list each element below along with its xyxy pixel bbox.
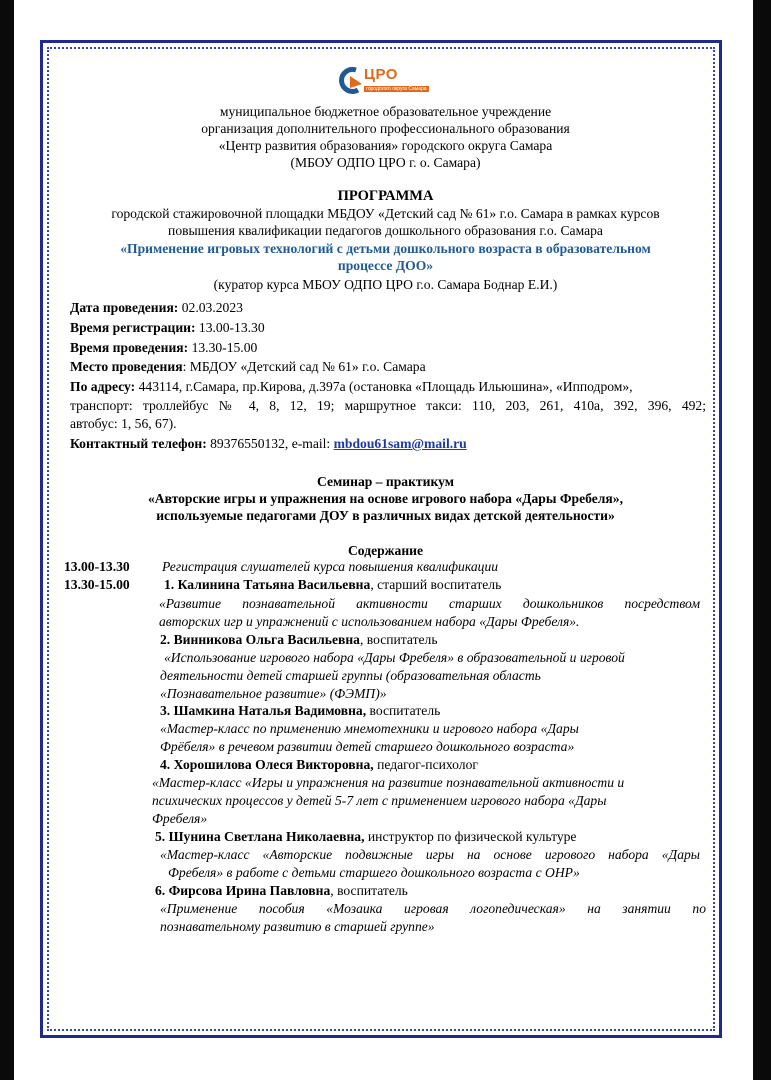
- topic-line: познавательному развитию в старшей группе»: [160, 919, 435, 934]
- program-title: ПРОГРАММА: [337, 188, 434, 204]
- topic-line: «Развитие познавательной активности старших дошкольников посредством: [159, 596, 700, 611]
- seminar-line: используемые педагогами ДОУ в различных видах детской деятельности»: [156, 508, 615, 523]
- time-slot: 13.30-15.00: [64, 577, 130, 592]
- topic-line: «Применение пособия «Мозаика игровая логопедическая» на занятии по: [160, 901, 706, 916]
- topic-line: Фребеля» в работе с детьми старшего дошкольного возраста с ОНР»: [168, 865, 580, 880]
- email-link[interactable]: mbdou61sam@mail.ru: [333, 436, 467, 451]
- speaker-2: 2. Винникова Ольга Васильевна, воспитатель: [160, 632, 438, 647]
- address-bus: автобус: 1, 56, 67).: [70, 416, 177, 431]
- speaker-1: 1. Калинина Татьяна Васильевна, старший воспитатель: [164, 577, 502, 592]
- topic-line: «Мастер-класс «Игры и упражнения на развитие познавательной активности и: [152, 775, 625, 790]
- program-line: повышения квалификации педагогов дошкольного образования г.о. Самара: [168, 223, 603, 238]
- topic-line: деятельности детей старшей группы (образовательная область: [160, 668, 541, 683]
- seminar-line: «Авторские игры и упражнения на основе игрового набора «Дары Фребеля»,: [148, 491, 623, 506]
- contact-row: Контактный телефон: 89376550132, e-mail: mbdou61sam@mail.ru: [70, 436, 467, 451]
- curator-line: (куратор курса МБОУ ОДПО ЦРО г.о. Самара Боднар Е.И.): [213, 277, 558, 292]
- course-title: «Применение игровых технологий с детьми дошкольного возраста в образовательном: [120, 241, 651, 256]
- logo-subtext: городского округа Самара: [366, 86, 427, 92]
- speaker-6: 6. Фирсова Ирина Павловна, воспитатель: [155, 883, 408, 898]
- logo-text: ЦРО: [364, 66, 398, 83]
- speaker-4: 4. Хорошилова Олеся Викторовна, педагог-психолог: [160, 757, 478, 772]
- topic-line: «Использование игрового набора «Дары Фребеля» в образовательной и игровой: [164, 650, 625, 665]
- topic-line: Фрёбеля» в речевом развитии детей старшего дошкольного возраста»: [160, 739, 575, 754]
- time-slot: 13.00-13.30: [64, 559, 130, 574]
- seminar-title: Семинар – практикум: [317, 474, 454, 489]
- header-line: «Центр развития образования» городского округа Самара: [218, 138, 553, 153]
- topic-line: психических процессов у детей 5-7 лет с применением игрового набора «Дары: [152, 793, 607, 808]
- topic-line: Фребеля»: [152, 811, 208, 826]
- registration-row: Время регистрации: 13.00-13.30: [70, 320, 265, 335]
- topic-line: «Мастер-класс «Авторские подвижные игры на основе игрового набора «Дары: [160, 847, 700, 862]
- date-row: Дата проведения: 02.03.2023: [70, 300, 243, 315]
- topic-line: «Мастер-класс по применению мнемотехники и игрового набора «Дары: [160, 721, 579, 736]
- speaker-3: 3. Шамкина Наталья Вадимовна, воспитатель: [160, 703, 441, 718]
- topic-line: «Познавательное развитие» (ФЭМП)»: [160, 686, 387, 701]
- place-row: Место проведения: МБДОУ «Детский сад № 61» г.о. Самара: [70, 359, 426, 374]
- header-line: муниципальное бюджетное образовательное учреждение: [219, 104, 552, 119]
- course-title: процессе ДОО»: [337, 258, 434, 273]
- content-title: Содержание: [347, 543, 424, 558]
- slot-text: Регистрация слушателей курса повышения квалификации: [162, 559, 499, 574]
- address-row: По адресу: 443114, г.Самара, пр.Кирова, д.397а (остановка «Площадь Ильюшина», «Ипподром»,: [70, 379, 633, 394]
- header-line: организация дополнительного профессионального образования: [201, 121, 570, 136]
- header-line: (МБОУ ОДПО ЦРО г. о. Самара): [290, 155, 481, 170]
- time-row: Время проведения: 13.30-15.00: [70, 340, 258, 355]
- topic-line: авторских игр и упражнений с использованием набора «Дары Фребеля».: [159, 614, 580, 629]
- speaker-5: 5. Шунина Светлана Николаевна, инструктор по физической культуре: [155, 829, 577, 844]
- program-line: городской стажировочной площадки МБДОУ «Детский сад № 61» г.о. Самара в рамках курсов: [111, 206, 660, 221]
- address-transport: транспорт: троллейбус № 4, 8, 12, 19; маршрутное такси: 110, 203, 261, 410а, 392, 396, 492;: [70, 398, 706, 413]
